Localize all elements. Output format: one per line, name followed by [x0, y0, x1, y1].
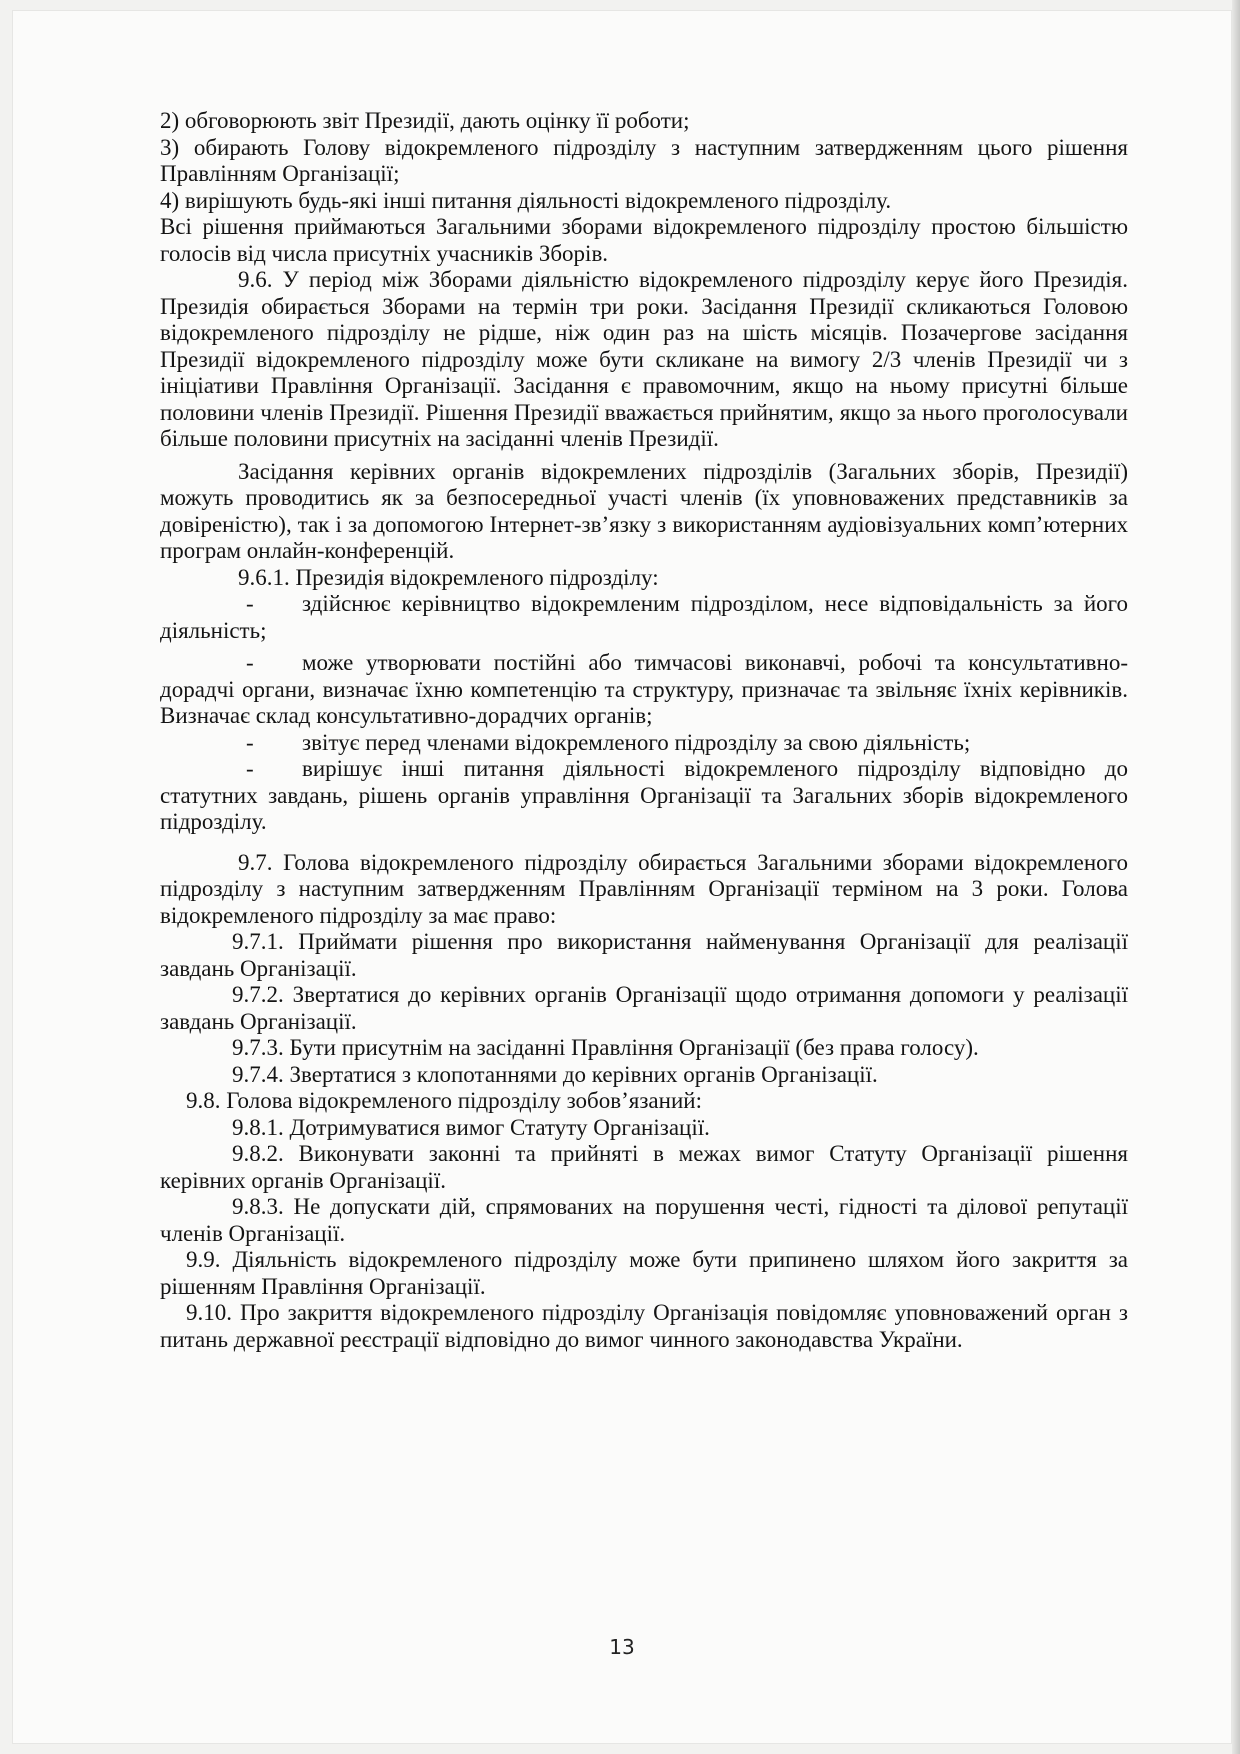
dash-marker: -	[246, 729, 254, 755]
bullet-text: здійснює керівництво відокремленим підрозділом, несе відповідальність за його діяльність;	[160, 591, 1128, 643]
item-4: 4) вирішують будь-які інші питання діяльності відокремленого підрозділу.	[160, 187, 892, 213]
dash-marker: -	[246, 756, 254, 781]
decisions-paragraph: Всі рішення приймаються Загальними зборами відокремленого підрозділу простою більшістю голосів від числа присутніх учасників Зборів.	[160, 214, 1128, 266]
clause-9-8-3: 9.8.3. Не допускати дій, спрямованих на порушення честі, гідності та ділової репутації членів Організації.	[160, 1194, 1128, 1246]
bullet-text: вирішує інші питання діяльності відокремленого підрозділу відповідно до статутних завдань, рішень органів управління Організації та Загальних зборів відокремленого підрозділу.	[160, 756, 1128, 834]
document-page	[12, 10, 1232, 1744]
clause-9-6: 9.6. У період між Зборами діяльністю відокремленого підрозділу керує його Президія. Президія обирається Зборами на термін три роки. Засідання Президії скликаються Головою відокремленого підрозділу не рідше, ніж один раз на шість місяців. Позачергове засідання Президії відокремленого підрозділу може бути скликане на вимогу 2/3 членів Президії чи з ініціативи Правління Організації. Засідання є правомочним, якщо на ньому присутні більше половини членів Президії. Рішення Президії вважається прийнятим, якщо за нього проголосували більше половини присутніх на засіданні членів Президії.	[160, 267, 1128, 451]
page-edge	[1232, 0, 1240, 1754]
bullet-item	[160, 591, 1128, 644]
clause-9-8-1: 9.8.1. Дотримуватися вимог Статуту Організації.	[232, 1114, 710, 1140]
clause-9-8-2: 9.8.2. Виконувати законні та прийняті в межах вимог Статуту Організації рішення керівних органів Організації.	[160, 1141, 1128, 1193]
clause-9-10: 9.10. Про закриття відокремленого підрозділу Організація повідомляє уповноважений орган з питань державної реєстрації відповідно до вимог чинного законодавства України.	[160, 1300, 1128, 1352]
clause-9-7-4: 9.7.4. Звертатися з клопотаннями до керівних органів Організації.	[232, 1061, 878, 1087]
dash-marker: -	[246, 650, 254, 675]
meetings-paragraph: Засідання керівних органів відокремлених підрозділів (Загальних зборів, Президії) можуть проводитись як за безпосередньої участі членів (їх уповноважених представників за довіреністю), так і за допомогою Інтернет-зв’язку з використанням аудіовізуальних комп’ютерних програм онлайн-конференцій.	[160, 458, 1128, 563]
clause-9-7-2: 9.7.2. Звертатися до керівних органів Організації щодо отримання допомоги у реалізації завдань Організації.	[160, 982, 1128, 1034]
bullet-item	[160, 650, 1128, 730]
bullet-text: може утворювати постійні або тимчасові виконавчі, робочі та консультативно-дорадчі органи, визначає їхню компетенцію та структуру, призначає та звільняє їхніх керівників. Визначає склад консультативно-дорадчих органів;	[160, 650, 1128, 728]
clause-9-9: 9.9. Діяльність відокремленого підрозділу може бути припинено шляхом його закриття за рішенням Правління Організації.	[160, 1247, 1128, 1299]
dash-marker: -	[246, 591, 254, 616]
clause-9-7-3: 9.7.3. Бути присутнім на засіданні Правління Організації (без права голосу).	[232, 1035, 979, 1060]
bullet-item	[160, 730, 1128, 757]
page-number: 13	[609, 1635, 635, 1659]
bullet-item	[160, 756, 1128, 836]
bullet-text: звітує перед членами відокремленого підрозділу за свою діяльність;	[302, 729, 971, 755]
document-body	[160, 108, 1128, 1353]
clause-9-7-1: 9.7.1. Приймати рішення про використання найменування Організації для реалізації завдань Організації.	[160, 929, 1128, 981]
clause-9-8: 9.8. Голова відокремленого підрозділу зобов’язаний:	[186, 1088, 702, 1113]
item-3: 3) обирають Голову відокремленого підрозділу з наступним затвердженням цього рішення Правлінням Організації;	[160, 134, 1128, 186]
clause-9-7: 9.7. Голова відокремленого підрозділу обирається Загальними зборами відокремленого підрозділу з наступним затвердженням Правлінням Організації терміном на 3 роки. Голова відокремленого підрозділу за має право:	[160, 849, 1128, 928]
item-2: 2) обговорюють звіт Президії, дають оцінку її роботи;	[160, 108, 690, 133]
clause-9-6-1: 9.6.1. Президія відокремленого підрозділу:	[238, 564, 659, 590]
